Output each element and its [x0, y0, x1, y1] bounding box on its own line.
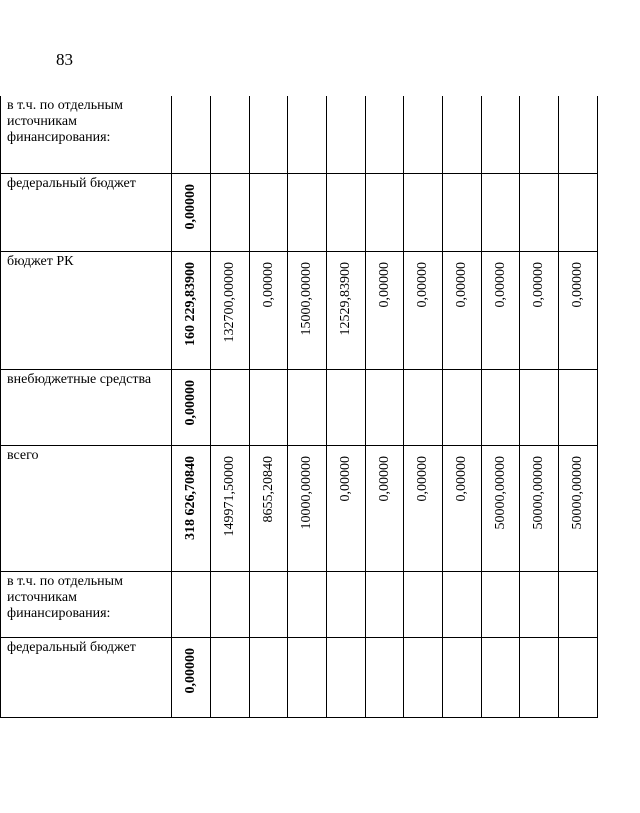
value-cell — [443, 445, 482, 571]
row-total-value: 160 229,83900 — [183, 261, 198, 346]
cell-value: 10000,00000 — [299, 455, 314, 529]
value-cell — [520, 369, 559, 445]
table-row — [1, 637, 598, 717]
value-cell — [443, 251, 482, 369]
value-cell — [482, 96, 520, 173]
value-cell — [559, 637, 598, 717]
budget-table — [0, 96, 598, 718]
value-cell — [327, 571, 366, 637]
value-cell — [482, 173, 520, 251]
value-cell — [520, 251, 559, 369]
row-total-value: 318 626,70840 — [183, 455, 198, 540]
row-total-value: 0,00000 — [183, 183, 198, 229]
cell-value: 0,00000 — [570, 261, 585, 307]
cell-value: 0,00000 — [260, 261, 276, 307]
cell-value: 0,00000 — [454, 261, 469, 307]
cell-value: 0,00000 — [415, 261, 430, 307]
value-cell — [327, 251, 366, 369]
page-number: 83 — [56, 50, 73, 69]
row-total-cell — [172, 445, 211, 571]
row-label: федеральный бюджет — [1, 173, 172, 251]
table-row — [1, 369, 598, 445]
row-total-cell — [172, 173, 211, 251]
value-cell — [366, 637, 404, 717]
value-cell — [366, 571, 404, 637]
value-cell — [288, 96, 327, 173]
value-cell — [366, 445, 404, 571]
value-cell — [520, 445, 559, 571]
value-cell — [288, 369, 327, 445]
row-total-value: 0,00000 — [183, 647, 198, 693]
value-cell — [404, 637, 443, 717]
value-cell — [211, 251, 250, 369]
table-row — [1, 571, 598, 637]
row-label: федеральный бюджет — [1, 637, 172, 717]
cell-value: 0,00000 — [338, 455, 353, 501]
cell-value: 0,00000 — [415, 455, 430, 501]
value-cell — [366, 251, 404, 369]
value-cell — [288, 637, 327, 717]
cell-value: 15000,00000 — [299, 261, 314, 335]
row-total-cell — [172, 96, 211, 173]
row-total-cell — [172, 571, 211, 637]
value-cell — [443, 637, 482, 717]
value-cell — [366, 96, 404, 173]
value-cell — [288, 251, 327, 369]
value-cell — [250, 571, 288, 637]
value-cell — [366, 369, 404, 445]
value-cell — [404, 445, 443, 571]
value-cell — [211, 571, 250, 637]
row-total-cell — [172, 369, 211, 445]
value-cell — [211, 173, 250, 251]
row-total-cell — [172, 251, 211, 369]
value-cell — [404, 173, 443, 251]
value-cell — [559, 571, 598, 637]
value-cell — [250, 173, 288, 251]
value-cell — [520, 173, 559, 251]
table-row — [1, 173, 598, 251]
row-label: бюджет РК — [1, 251, 172, 369]
value-cell — [482, 251, 520, 369]
value-cell — [520, 637, 559, 717]
value-cell — [443, 96, 482, 173]
value-cell — [211, 369, 250, 445]
value-cell — [443, 571, 482, 637]
cell-value: 132700,00000 — [222, 261, 237, 342]
cell-value: 0,00000 — [376, 261, 392, 307]
value-cell — [559, 173, 598, 251]
cell-value: 50000,00000 — [492, 455, 508, 529]
table-row — [1, 445, 598, 571]
value-cell — [404, 571, 443, 637]
value-cell — [482, 445, 520, 571]
value-cell — [250, 637, 288, 717]
value-cell — [327, 369, 366, 445]
value-cell — [520, 571, 559, 637]
row-label: внебюджетные средства — [1, 369, 172, 445]
value-cell — [211, 96, 250, 173]
table-row — [1, 96, 598, 173]
cell-value: 0,00000 — [492, 261, 508, 307]
value-cell — [559, 96, 598, 173]
value-cell — [211, 637, 250, 717]
value-cell — [250, 369, 288, 445]
value-cell — [482, 369, 520, 445]
value-cell — [559, 445, 598, 571]
value-cell — [250, 445, 288, 571]
value-cell — [482, 571, 520, 637]
row-label: всего — [1, 445, 172, 571]
cell-value: 8655,20840 — [260, 455, 276, 522]
value-cell — [404, 96, 443, 173]
value-cell — [559, 369, 598, 445]
value-cell — [250, 251, 288, 369]
row-total-value: 0,00000 — [183, 379, 198, 425]
cell-value: 0,00000 — [454, 455, 469, 501]
cell-value: 50000,00000 — [570, 455, 585, 529]
value-cell — [327, 96, 366, 173]
cell-value: 12529,83900 — [338, 261, 353, 335]
value-cell — [443, 369, 482, 445]
table-row — [1, 251, 598, 369]
value-cell — [520, 96, 559, 173]
row-total-cell — [172, 637, 211, 717]
value-cell — [288, 445, 327, 571]
value-cell — [366, 173, 404, 251]
cell-value: 149971,50000 — [222, 455, 237, 536]
row-label: в т.ч. по отдельным источникам финансирования: — [1, 571, 172, 637]
value-cell — [327, 637, 366, 717]
value-cell — [327, 173, 366, 251]
value-cell — [404, 369, 443, 445]
value-cell — [288, 571, 327, 637]
value-cell — [404, 251, 443, 369]
row-label: в т.ч. по отдельным источникам финансирования: — [1, 96, 172, 173]
value-cell — [288, 173, 327, 251]
value-cell — [250, 96, 288, 173]
value-cell — [443, 173, 482, 251]
value-cell — [559, 251, 598, 369]
cell-value: 0,00000 — [531, 261, 546, 307]
value-cell — [211, 445, 250, 571]
value-cell — [482, 637, 520, 717]
value-cell — [327, 445, 366, 571]
cell-value: 50000,00000 — [531, 455, 546, 529]
cell-value: 0,00000 — [376, 455, 392, 501]
